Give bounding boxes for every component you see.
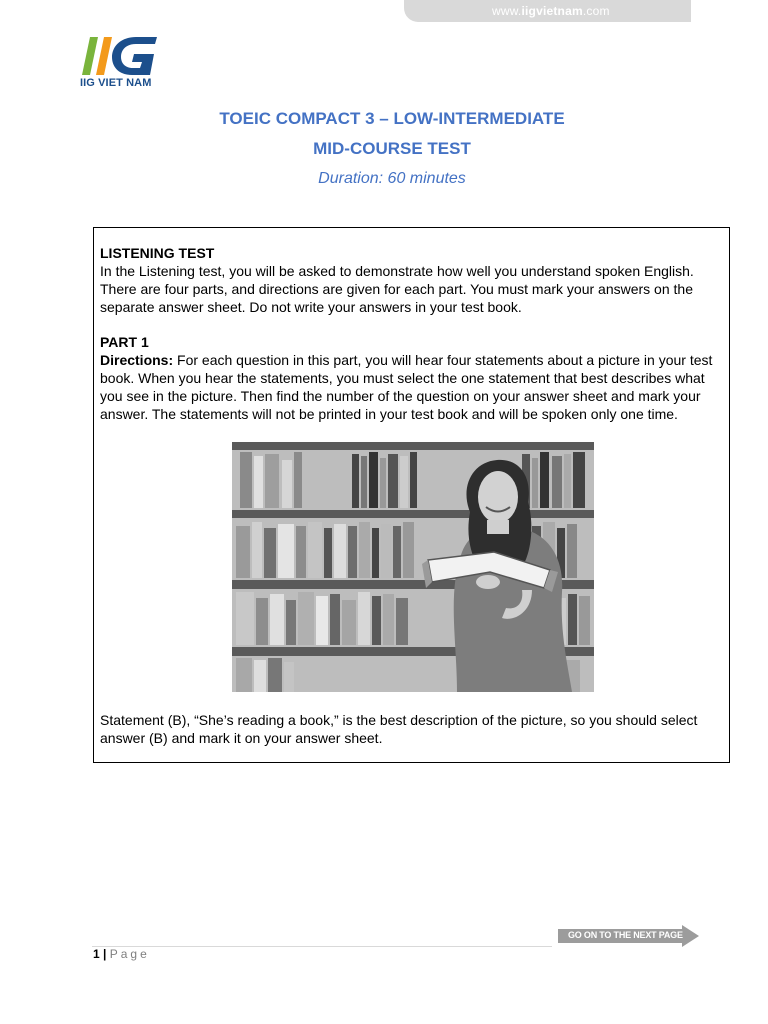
page-separator: | <box>99 947 110 961</box>
website-url-tab <box>404 0 691 22</box>
duration: Duration: 60 minutes <box>318 170 466 187</box>
part-heading: PART 1 <box>100 334 149 350</box>
listening-heading: LISTENING TEST <box>100 245 215 261</box>
page-number <box>93 947 150 961</box>
listening-intro: In the Listening test, you will be asked to demonstrate how well you understand spoken English. There are four parts, and directions are given for each part. You must mark your answers on the separate answer sheet. Do not write your answers in your test book. <box>100 263 694 315</box>
footer-divider <box>92 946 552 947</box>
next-page-label: GO ON TO THE NEXT PAGE <box>568 930 683 940</box>
go-on-to-next-page-arrow <box>558 925 700 947</box>
directions-label: Directions: <box>100 352 174 368</box>
listening-instructions <box>100 244 725 423</box>
part-directions <box>100 351 725 423</box>
page-number-value: 1 <box>93 947 100 961</box>
course-title: TOEIC COMPACT 3 – LOW-INTERMEDIATE <box>219 109 565 128</box>
website-url: www.iigvietnam.com <box>492 4 610 18</box>
listening-section-box <box>93 227 730 763</box>
example-photo-woman-reading <box>232 442 594 692</box>
logo-text: IIG VIET NAM <box>80 77 152 89</box>
example-explanation: Statement (B), “She’s reading a book,” is the best description of the picture, so you should select answer (B) and mark it on your answer sheet. <box>100 712 698 746</box>
directions-text: For each question in this part, you will hear four statements about a picture in your test book. When you hear the statements, you must select the one statement that best describes what you see in the picture. Then find the number of the question on your answer sheet and mark your answer. The statements will not be printed in your test book and will be spoken only one time. <box>100 352 713 422</box>
page-label: Page <box>109 947 150 961</box>
test-title: MID-COURSE TEST <box>313 139 471 158</box>
